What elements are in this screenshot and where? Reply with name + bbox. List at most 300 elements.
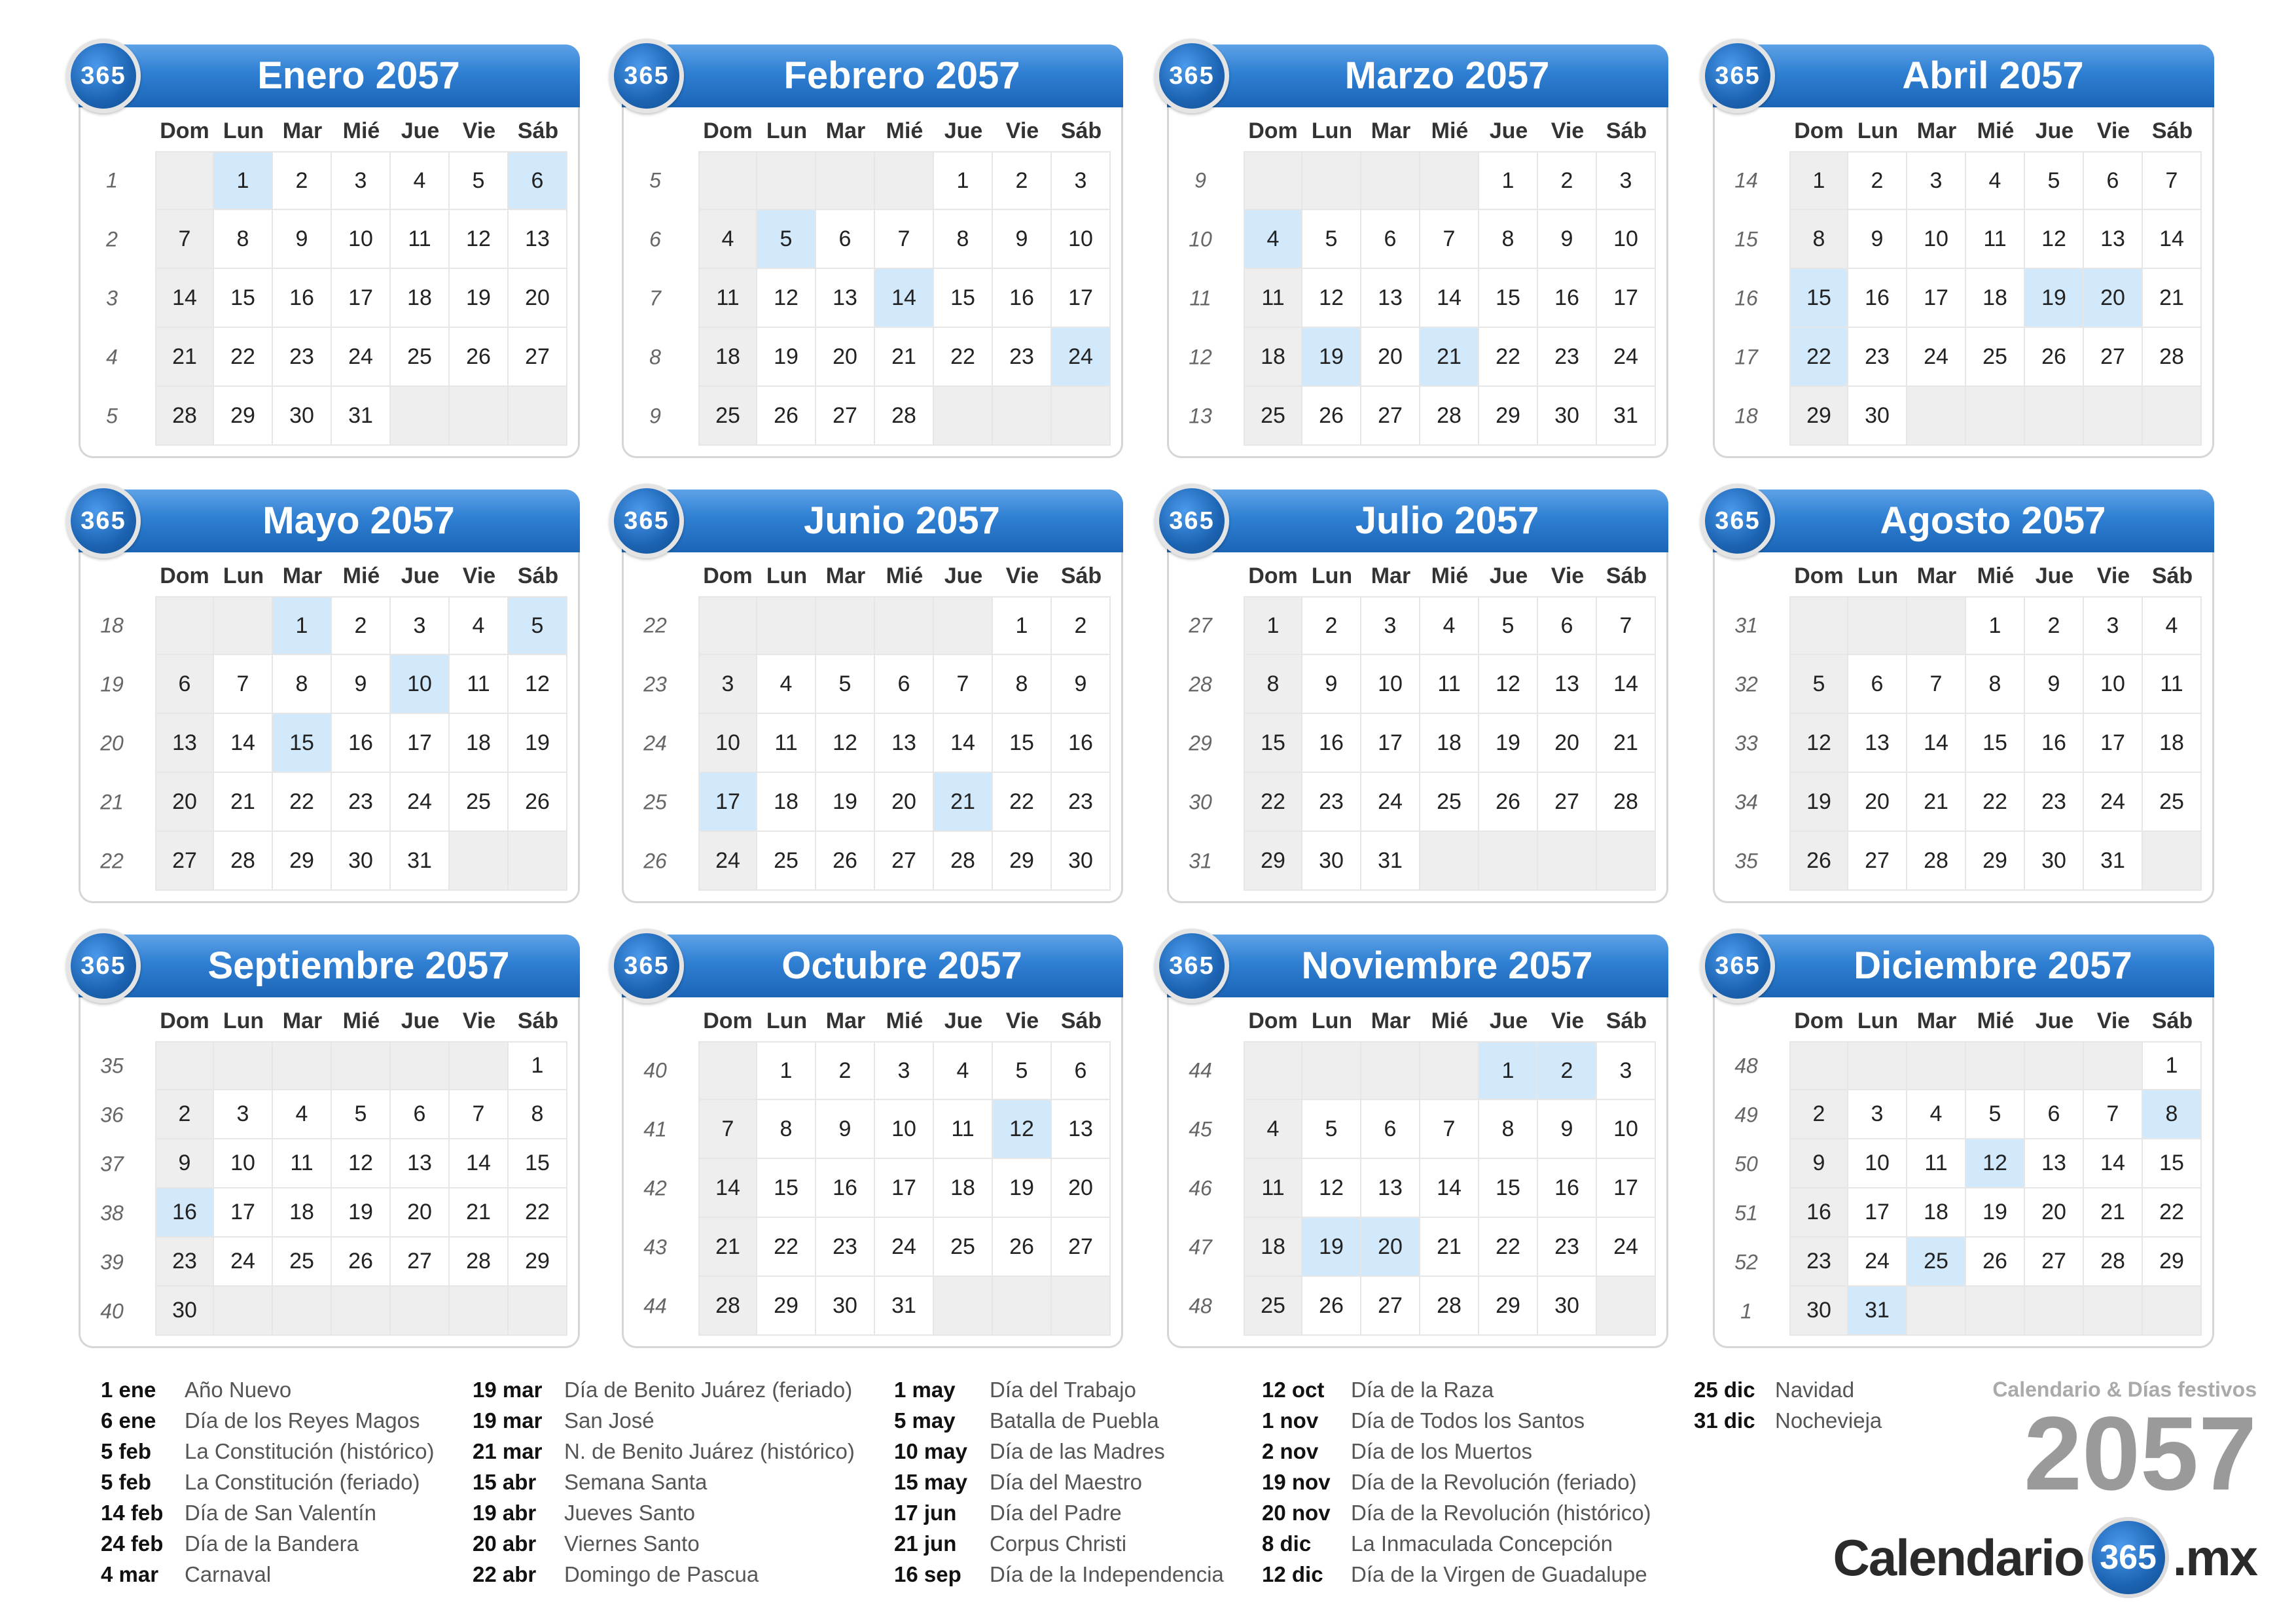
day-cell[interactable]: 20 <box>816 328 875 387</box>
day-cell[interactable]: 1 <box>1789 151 1848 210</box>
day-cell[interactable]: 1 <box>934 151 993 210</box>
day-cell[interactable]: 20 <box>2025 1188 2084 1238</box>
day-cell[interactable]: 23 <box>1538 1218 1597 1277</box>
day-cell[interactable]: 15 <box>1479 1159 1538 1218</box>
day-cell[interactable]: 23 <box>273 328 332 387</box>
day-cell[interactable]: 13 <box>155 714 214 773</box>
day-cell[interactable]: 25 <box>698 387 757 446</box>
day-cell[interactable]: 14 <box>2084 1139 2143 1188</box>
day-cell[interactable]: 30 <box>332 832 391 891</box>
day-cell[interactable]: 16 <box>332 714 391 773</box>
day-cell[interactable]: 28 <box>934 832 993 891</box>
holiday-day-cell[interactable]: 16 <box>155 1188 214 1238</box>
day-cell[interactable]: 14 <box>1907 714 1966 773</box>
day-cell[interactable]: 21 <box>155 328 214 387</box>
day-cell[interactable]: 28 <box>1907 832 1966 891</box>
day-cell[interactable]: 6 <box>391 1090 450 1139</box>
day-cell[interactable]: 3 <box>1848 1090 1907 1139</box>
day-cell[interactable]: 12 <box>450 210 509 269</box>
day-cell[interactable]: 11 <box>2143 655 2202 714</box>
day-cell[interactable]: 26 <box>757 387 816 446</box>
day-cell[interactable]: 9 <box>273 210 332 269</box>
day-cell[interactable]: 23 <box>1789 1238 1848 1287</box>
day-cell[interactable]: 8 <box>757 1100 816 1159</box>
day-cell[interactable]: 28 <box>2143 328 2202 387</box>
holiday-day-cell[interactable]: 10 <box>391 655 450 714</box>
day-cell[interactable]: 14 <box>1420 1159 1479 1218</box>
day-cell[interactable]: 18 <box>1966 269 2025 328</box>
day-cell[interactable]: 6 <box>875 655 934 714</box>
day-cell[interactable]: 29 <box>214 387 273 446</box>
day-cell[interactable]: 19 <box>1789 773 1848 832</box>
day-cell[interactable]: 5 <box>816 655 875 714</box>
day-cell[interactable]: 2 <box>2025 596 2084 655</box>
day-cell[interactable]: 12 <box>509 655 567 714</box>
day-cell[interactable]: 9 <box>993 210 1052 269</box>
day-cell[interactable]: 12 <box>332 1139 391 1188</box>
day-cell[interactable]: 3 <box>875 1041 934 1100</box>
day-cell[interactable]: 16 <box>1538 269 1597 328</box>
day-cell[interactable]: 9 <box>816 1100 875 1159</box>
day-cell[interactable]: 17 <box>1361 714 1420 773</box>
day-cell[interactable]: 10 <box>875 1100 934 1159</box>
day-cell[interactable]: 8 <box>1244 655 1302 714</box>
day-cell[interactable]: 7 <box>155 210 214 269</box>
day-cell[interactable]: 31 <box>391 832 450 891</box>
holiday-day-cell[interactable]: 4 <box>1244 210 1302 269</box>
day-cell[interactable]: 30 <box>1052 832 1111 891</box>
day-cell[interactable]: 19 <box>332 1188 391 1238</box>
day-cell[interactable]: 14 <box>1597 655 1656 714</box>
day-cell[interactable]: 16 <box>1302 714 1361 773</box>
day-cell[interactable]: 19 <box>450 269 509 328</box>
day-cell[interactable]: 3 <box>698 655 757 714</box>
day-cell[interactable]: 7 <box>934 655 993 714</box>
day-cell[interactable]: 9 <box>1538 210 1597 269</box>
day-cell[interactable]: 6 <box>1538 596 1597 655</box>
day-cell[interactable]: 15 <box>509 1139 567 1188</box>
day-cell[interactable]: 5 <box>450 151 509 210</box>
day-cell[interactable]: 1 <box>1479 151 1538 210</box>
day-cell[interactable]: 13 <box>875 714 934 773</box>
day-cell[interactable]: 5 <box>1966 1090 2025 1139</box>
day-cell[interactable]: 26 <box>1966 1238 2025 1287</box>
day-cell[interactable]: 26 <box>1789 832 1848 891</box>
day-cell[interactable]: 9 <box>155 1139 214 1188</box>
day-cell[interactable]: 10 <box>1848 1139 1907 1188</box>
day-cell[interactable]: 12 <box>2025 210 2084 269</box>
day-cell[interactable]: 2 <box>273 151 332 210</box>
day-cell[interactable]: 16 <box>1052 714 1111 773</box>
day-cell[interactable]: 30 <box>1789 1287 1848 1336</box>
day-cell[interactable]: 27 <box>155 832 214 891</box>
day-cell[interactable]: 7 <box>214 655 273 714</box>
day-cell[interactable]: 13 <box>509 210 567 269</box>
holiday-day-cell[interactable]: 17 <box>698 773 757 832</box>
holiday-day-cell[interactable]: 15 <box>1789 269 1848 328</box>
day-cell[interactable]: 9 <box>2025 655 2084 714</box>
holiday-day-cell[interactable]: 12 <box>1966 1139 2025 1188</box>
day-cell[interactable]: 7 <box>1597 596 1656 655</box>
day-cell[interactable]: 22 <box>273 773 332 832</box>
day-cell[interactable]: 24 <box>2084 773 2143 832</box>
day-cell[interactable]: 17 <box>391 714 450 773</box>
day-cell[interactable]: 22 <box>993 773 1052 832</box>
day-cell[interactable]: 23 <box>155 1238 214 1287</box>
day-cell[interactable]: 18 <box>391 269 450 328</box>
day-cell[interactable]: 4 <box>934 1041 993 1100</box>
day-cell[interactable]: 13 <box>1848 714 1907 773</box>
day-cell[interactable]: 7 <box>1907 655 1966 714</box>
day-cell[interactable]: 22 <box>1966 773 2025 832</box>
day-cell[interactable]: 7 <box>450 1090 509 1139</box>
day-cell[interactable]: 14 <box>934 714 993 773</box>
holiday-day-cell[interactable]: 20 <box>1361 1218 1420 1277</box>
day-cell[interactable]: 12 <box>1479 655 1538 714</box>
day-cell[interactable]: 20 <box>1848 773 1907 832</box>
day-cell[interactable]: 16 <box>1538 1159 1597 1218</box>
day-cell[interactable]: 8 <box>214 210 273 269</box>
day-cell[interactable]: 29 <box>993 832 1052 891</box>
day-cell[interactable]: 20 <box>391 1188 450 1238</box>
day-cell[interactable]: 30 <box>273 387 332 446</box>
day-cell[interactable]: 2 <box>1789 1090 1848 1139</box>
day-cell[interactable]: 2 <box>1848 151 1907 210</box>
day-cell[interactable]: 2 <box>1538 151 1597 210</box>
day-cell[interactable]: 17 <box>1907 269 1966 328</box>
day-cell[interactable]: 11 <box>450 655 509 714</box>
day-cell[interactable]: 3 <box>2084 596 2143 655</box>
day-cell[interactable]: 31 <box>1597 387 1656 446</box>
day-cell[interactable]: 5 <box>993 1041 1052 1100</box>
day-cell[interactable]: 31 <box>875 1277 934 1336</box>
day-cell[interactable]: 7 <box>1420 1100 1479 1159</box>
day-cell[interactable]: 21 <box>1420 1218 1479 1277</box>
day-cell[interactable]: 23 <box>2025 773 2084 832</box>
day-cell[interactable]: 28 <box>214 832 273 891</box>
day-cell[interactable]: 26 <box>816 832 875 891</box>
day-cell[interactable]: 18 <box>450 714 509 773</box>
day-cell[interactable]: 24 <box>1361 773 1420 832</box>
day-cell[interactable]: 23 <box>993 328 1052 387</box>
day-cell[interactable]: 29 <box>2143 1238 2202 1287</box>
day-cell[interactable]: 18 <box>698 328 757 387</box>
day-cell[interactable]: 28 <box>2084 1238 2143 1287</box>
day-cell[interactable]: 16 <box>816 1159 875 1218</box>
day-cell[interactable]: 30 <box>1302 832 1361 891</box>
day-cell[interactable]: 23 <box>1302 773 1361 832</box>
day-cell[interactable]: 19 <box>993 1159 1052 1218</box>
day-cell[interactable]: 3 <box>1052 151 1111 210</box>
day-cell[interactable]: 22 <box>1479 1218 1538 1277</box>
day-cell[interactable]: 26 <box>332 1238 391 1287</box>
day-cell[interactable]: 16 <box>2025 714 2084 773</box>
day-cell[interactable]: 26 <box>1302 1277 1361 1336</box>
day-cell[interactable]: 18 <box>934 1159 993 1218</box>
day-cell[interactable]: 18 <box>757 773 816 832</box>
day-cell[interactable]: 13 <box>391 1139 450 1188</box>
day-cell[interactable]: 5 <box>1302 1100 1361 1159</box>
day-cell[interactable]: 18 <box>273 1188 332 1238</box>
day-cell[interactable]: 22 <box>757 1218 816 1277</box>
day-cell[interactable]: 25 <box>1244 1277 1302 1336</box>
day-cell[interactable]: 13 <box>1361 269 1420 328</box>
day-cell[interactable]: 27 <box>391 1238 450 1287</box>
day-cell[interactable]: 3 <box>214 1090 273 1139</box>
holiday-day-cell[interactable]: 25 <box>1907 1238 1966 1287</box>
day-cell[interactable]: 9 <box>1302 655 1361 714</box>
day-cell[interactable]: 7 <box>2084 1090 2143 1139</box>
day-cell[interactable]: 22 <box>2143 1188 2202 1238</box>
day-cell[interactable]: 4 <box>757 655 816 714</box>
day-cell[interactable]: 6 <box>1361 210 1420 269</box>
day-cell[interactable]: 21 <box>1597 714 1656 773</box>
day-cell[interactable]: 6 <box>2025 1090 2084 1139</box>
day-cell[interactable]: 16 <box>273 269 332 328</box>
day-cell[interactable]: 21 <box>2143 269 2202 328</box>
day-cell[interactable]: 27 <box>1361 387 1420 446</box>
day-cell[interactable]: 21 <box>875 328 934 387</box>
day-cell[interactable]: 16 <box>1789 1188 1848 1238</box>
day-cell[interactable]: 3 <box>1597 151 1656 210</box>
day-cell[interactable]: 8 <box>993 655 1052 714</box>
holiday-day-cell[interactable]: 6 <box>509 151 567 210</box>
day-cell[interactable]: 25 <box>1244 387 1302 446</box>
holiday-day-cell[interactable]: 2 <box>1538 1041 1597 1100</box>
day-cell[interactable]: 28 <box>1597 773 1656 832</box>
day-cell[interactable]: 15 <box>2143 1139 2202 1188</box>
day-cell[interactable]: 29 <box>509 1238 567 1287</box>
holiday-day-cell[interactable]: 21 <box>1420 328 1479 387</box>
day-cell[interactable]: 21 <box>2084 1188 2143 1238</box>
day-cell[interactable]: 27 <box>1538 773 1597 832</box>
day-cell[interactable]: 21 <box>698 1218 757 1277</box>
day-cell[interactable]: 23 <box>1538 328 1597 387</box>
day-cell[interactable]: 26 <box>1302 387 1361 446</box>
brand-logo[interactable] <box>1833 1522 2257 1594</box>
day-cell[interactable]: 3 <box>332 151 391 210</box>
day-cell[interactable]: 6 <box>1052 1041 1111 1100</box>
day-cell[interactable]: 7 <box>2143 151 2202 210</box>
day-cell[interactable]: 11 <box>1420 655 1479 714</box>
day-cell[interactable]: 10 <box>1361 655 1420 714</box>
day-cell[interactable]: 7 <box>698 1100 757 1159</box>
day-cell[interactable]: 13 <box>1361 1159 1420 1218</box>
day-cell[interactable]: 27 <box>1052 1218 1111 1277</box>
day-cell[interactable]: 25 <box>934 1218 993 1277</box>
day-cell[interactable]: 26 <box>509 773 567 832</box>
day-cell[interactable]: 6 <box>155 655 214 714</box>
day-cell[interactable]: 28 <box>450 1238 509 1287</box>
holiday-day-cell[interactable]: 1 <box>1479 1041 1538 1100</box>
day-cell[interactable]: 21 <box>214 773 273 832</box>
holiday-day-cell[interactable]: 24 <box>1052 328 1111 387</box>
day-cell[interactable]: 18 <box>1907 1188 1966 1238</box>
day-cell[interactable]: 8 <box>509 1090 567 1139</box>
day-cell[interactable]: 30 <box>2025 832 2084 891</box>
holiday-day-cell[interactable]: 21 <box>934 773 993 832</box>
holiday-day-cell[interactable]: 19 <box>1302 328 1361 387</box>
day-cell[interactable]: 14 <box>450 1139 509 1188</box>
day-cell[interactable]: 15 <box>1966 714 2025 773</box>
day-cell[interactable]: 23 <box>1052 773 1111 832</box>
day-cell[interactable]: 10 <box>1597 1100 1656 1159</box>
day-cell[interactable]: 22 <box>934 328 993 387</box>
day-cell[interactable]: 19 <box>509 714 567 773</box>
day-cell[interactable]: 22 <box>214 328 273 387</box>
day-cell[interactable]: 15 <box>214 269 273 328</box>
day-cell[interactable]: 11 <box>757 714 816 773</box>
holiday-day-cell[interactable]: 22 <box>1789 328 1848 387</box>
day-cell[interactable]: 14 <box>155 269 214 328</box>
day-cell[interactable]: 2 <box>993 151 1052 210</box>
holiday-day-cell[interactable]: 1 <box>273 596 332 655</box>
day-cell[interactable]: 30 <box>1538 387 1597 446</box>
day-cell[interactable]: 17 <box>875 1159 934 1218</box>
day-cell[interactable]: 17 <box>1052 269 1111 328</box>
day-cell[interactable]: 24 <box>698 832 757 891</box>
day-cell[interactable]: 5 <box>2025 151 2084 210</box>
day-cell[interactable]: 29 <box>273 832 332 891</box>
day-cell[interactable]: 7 <box>1420 210 1479 269</box>
day-cell[interactable]: 18 <box>1244 328 1302 387</box>
day-cell[interactable]: 1 <box>1244 596 1302 655</box>
day-cell[interactable]: 20 <box>155 773 214 832</box>
day-cell[interactable]: 9 <box>1052 655 1111 714</box>
day-cell[interactable]: 2 <box>816 1041 875 1100</box>
day-cell[interactable]: 27 <box>875 832 934 891</box>
day-cell[interactable]: 4 <box>1420 596 1479 655</box>
day-cell[interactable]: 8 <box>1966 655 2025 714</box>
day-cell[interactable]: 11 <box>391 210 450 269</box>
day-cell[interactable]: 1 <box>993 596 1052 655</box>
day-cell[interactable]: 15 <box>1479 269 1538 328</box>
day-cell[interactable]: 17 <box>2084 714 2143 773</box>
day-cell[interactable]: 12 <box>816 714 875 773</box>
day-cell[interactable]: 1 <box>509 1041 567 1090</box>
day-cell[interactable]: 31 <box>2084 832 2143 891</box>
day-cell[interactable]: 24 <box>875 1218 934 1277</box>
holiday-day-cell[interactable]: 12 <box>993 1100 1052 1159</box>
day-cell[interactable]: 24 <box>214 1238 273 1287</box>
day-cell[interactable]: 30 <box>816 1277 875 1336</box>
day-cell[interactable]: 5 <box>332 1090 391 1139</box>
day-cell[interactable]: 27 <box>816 387 875 446</box>
day-cell[interactable]: 15 <box>993 714 1052 773</box>
day-cell[interactable]: 9 <box>332 655 391 714</box>
holiday-day-cell[interactable]: 15 <box>273 714 332 773</box>
day-cell[interactable]: 24 <box>1907 328 1966 387</box>
day-cell[interactable]: 17 <box>332 269 391 328</box>
day-cell[interactable]: 21 <box>1907 773 1966 832</box>
day-cell[interactable]: 15 <box>1244 714 1302 773</box>
day-cell[interactable]: 8 <box>934 210 993 269</box>
day-cell[interactable]: 10 <box>1597 210 1656 269</box>
day-cell[interactable]: 11 <box>934 1100 993 1159</box>
day-cell[interactable]: 23 <box>1848 328 1907 387</box>
day-cell[interactable]: 13 <box>816 269 875 328</box>
day-cell[interactable]: 25 <box>1966 328 2025 387</box>
day-cell[interactable]: 5 <box>1479 596 1538 655</box>
day-cell[interactable]: 26 <box>450 328 509 387</box>
day-cell[interactable]: 3 <box>391 596 450 655</box>
holiday-day-cell[interactable]: 5 <box>509 596 567 655</box>
day-cell[interactable]: 29 <box>757 1277 816 1336</box>
day-cell[interactable]: 2 <box>155 1090 214 1139</box>
day-cell[interactable]: 6 <box>2084 151 2143 210</box>
day-cell[interactable]: 10 <box>1052 210 1111 269</box>
day-cell[interactable]: 11 <box>1244 1159 1302 1218</box>
day-cell[interactable]: 20 <box>875 773 934 832</box>
day-cell[interactable]: 12 <box>1302 1159 1361 1218</box>
day-cell[interactable]: 6 <box>1848 655 1907 714</box>
day-cell[interactable]: 4 <box>2143 596 2202 655</box>
day-cell[interactable]: 15 <box>757 1159 816 1218</box>
day-cell[interactable]: 30 <box>155 1287 214 1336</box>
day-cell[interactable]: 14 <box>214 714 273 773</box>
day-cell[interactable]: 22 <box>509 1188 567 1238</box>
day-cell[interactable]: 2 <box>1052 596 1111 655</box>
day-cell[interactable]: 3 <box>1597 1041 1656 1100</box>
day-cell[interactable]: 29 <box>1479 1277 1538 1336</box>
day-cell[interactable]: 10 <box>332 210 391 269</box>
holiday-day-cell[interactable]: 19 <box>2025 269 2084 328</box>
day-cell[interactable]: 1 <box>2143 1041 2202 1090</box>
day-cell[interactable]: 2 <box>1302 596 1361 655</box>
day-cell[interactable]: 12 <box>1789 714 1848 773</box>
day-cell[interactable]: 23 <box>816 1218 875 1277</box>
day-cell[interactable]: 22 <box>1244 773 1302 832</box>
day-cell[interactable]: 31 <box>1361 832 1420 891</box>
day-cell[interactable]: 11 <box>1966 210 2025 269</box>
day-cell[interactable]: 29 <box>1479 387 1538 446</box>
day-cell[interactable]: 3 <box>1361 596 1420 655</box>
day-cell[interactable]: 24 <box>1848 1238 1907 1287</box>
day-cell[interactable]: 13 <box>2084 210 2143 269</box>
day-cell[interactable]: 25 <box>2143 773 2202 832</box>
day-cell[interactable]: 10 <box>1907 210 1966 269</box>
day-cell[interactable]: 16 <box>1848 269 1907 328</box>
day-cell[interactable]: 24 <box>1597 328 1656 387</box>
day-cell[interactable]: 4 <box>1966 151 2025 210</box>
day-cell[interactable]: 20 <box>1052 1159 1111 1218</box>
day-cell[interactable]: 29 <box>1789 387 1848 446</box>
day-cell[interactable]: 17 <box>214 1188 273 1238</box>
day-cell[interactable]: 24 <box>332 328 391 387</box>
day-cell[interactable]: 13 <box>2025 1139 2084 1188</box>
day-cell[interactable]: 28 <box>155 387 214 446</box>
day-cell[interactable]: 11 <box>698 269 757 328</box>
day-cell[interactable]: 24 <box>1597 1218 1656 1277</box>
day-cell[interactable]: 14 <box>2143 210 2202 269</box>
day-cell[interactable]: 6 <box>1361 1100 1420 1159</box>
day-cell[interactable]: 11 <box>273 1139 332 1188</box>
day-cell[interactable]: 19 <box>1966 1188 2025 1238</box>
day-cell[interactable]: 29 <box>1966 832 2025 891</box>
day-cell[interactable]: 27 <box>2025 1238 2084 1287</box>
day-cell[interactable]: 29 <box>1244 832 1302 891</box>
day-cell[interactable]: 8 <box>1789 210 1848 269</box>
day-cell[interactable]: 9 <box>1848 210 1907 269</box>
day-cell[interactable]: 27 <box>1848 832 1907 891</box>
day-cell[interactable]: 28 <box>698 1277 757 1336</box>
day-cell[interactable]: 10 <box>698 714 757 773</box>
holiday-day-cell[interactable]: 20 <box>2084 269 2143 328</box>
day-cell[interactable]: 22 <box>1479 328 1538 387</box>
day-cell[interactable]: 25 <box>391 328 450 387</box>
day-cell[interactable]: 30 <box>1848 387 1907 446</box>
day-cell[interactable]: 17 <box>1597 269 1656 328</box>
